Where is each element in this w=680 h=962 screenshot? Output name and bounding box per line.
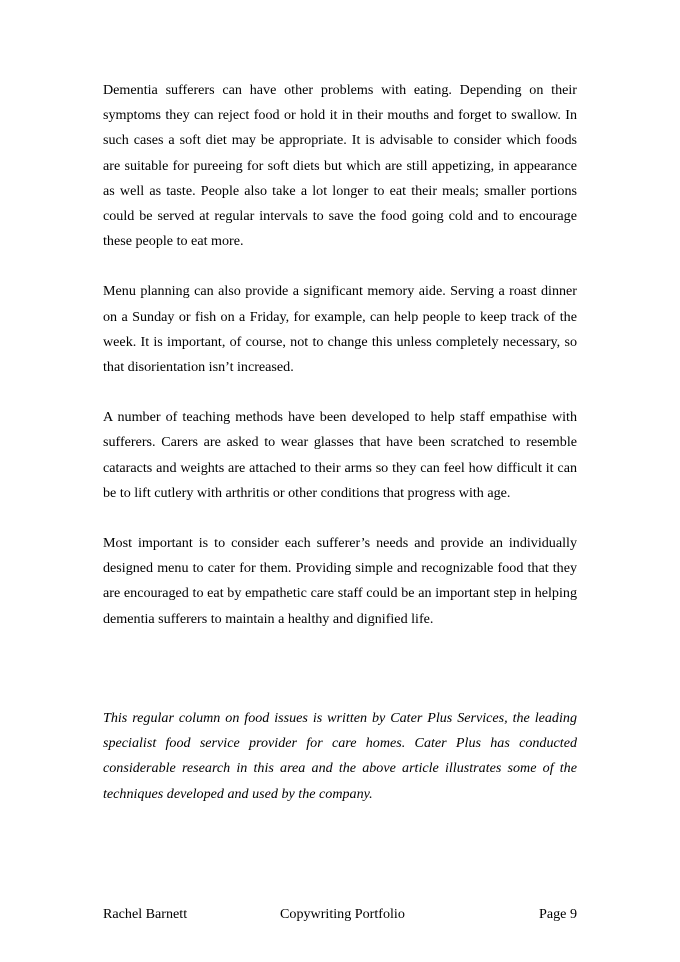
paragraph-menu-planning: Menu planning can also provide a significant memory aide. Serving a roast dinner on a Sunday or fish on a Friday, for example, can help people to keep track of the week. It is important, of course, not to change this unless completely necessary, so that disorientation isn’t increased. [103,283,577,376]
footer-page-number: Page 9 [539,906,577,922]
column-note: This regular column on food issues is written by Cater Plus Services, the leading specialist food service provider for care homes. Cater Plus has conducted considerable research in this area and the above article illustrates some of the techniques developed and used by the company. [103,710,577,802]
article-body [103,78,577,657]
paragraph-eating-problems: Dementia sufferers can have other problems with eating. Depending on their symptoms they can reject food or hold it in their mouths and forget to swallow. In such cases a soft diet may be appropriate. It is advisable to consider which foods are suitable for pureeing for soft diets but which are still appetizing, in appearance as well as taste. People also take a lot longer to eat their meals; smaller portions could be served at regular intervals to save the food going cold and to encourage these people to eat more. [103,82,577,250]
paragraph-teaching-methods: A number of teaching methods have been developed to help staff empathise with sufferers. Carers are asked to wear glasses that have been scratched to resemble cataracts and weights are attached to their arms so they can feel how difficult it can be to lift cutlery with arthritis or other conditions that progress with age. [103,409,577,501]
footer-title: Copywriting Portfolio [280,906,405,922]
page-footer [103,904,577,924]
footer-author: Rachel Barnett [103,906,188,922]
paragraph-conclusion: Most important is to consider each sufferer’s needs and provide an individually designed menu to cater for them. Providing simple and recognizable food that they are encouraged to eat by empathetic care staff could be an important step in helping dementia sufferers to maintain a healthy and dignified life. [103,535,577,627]
